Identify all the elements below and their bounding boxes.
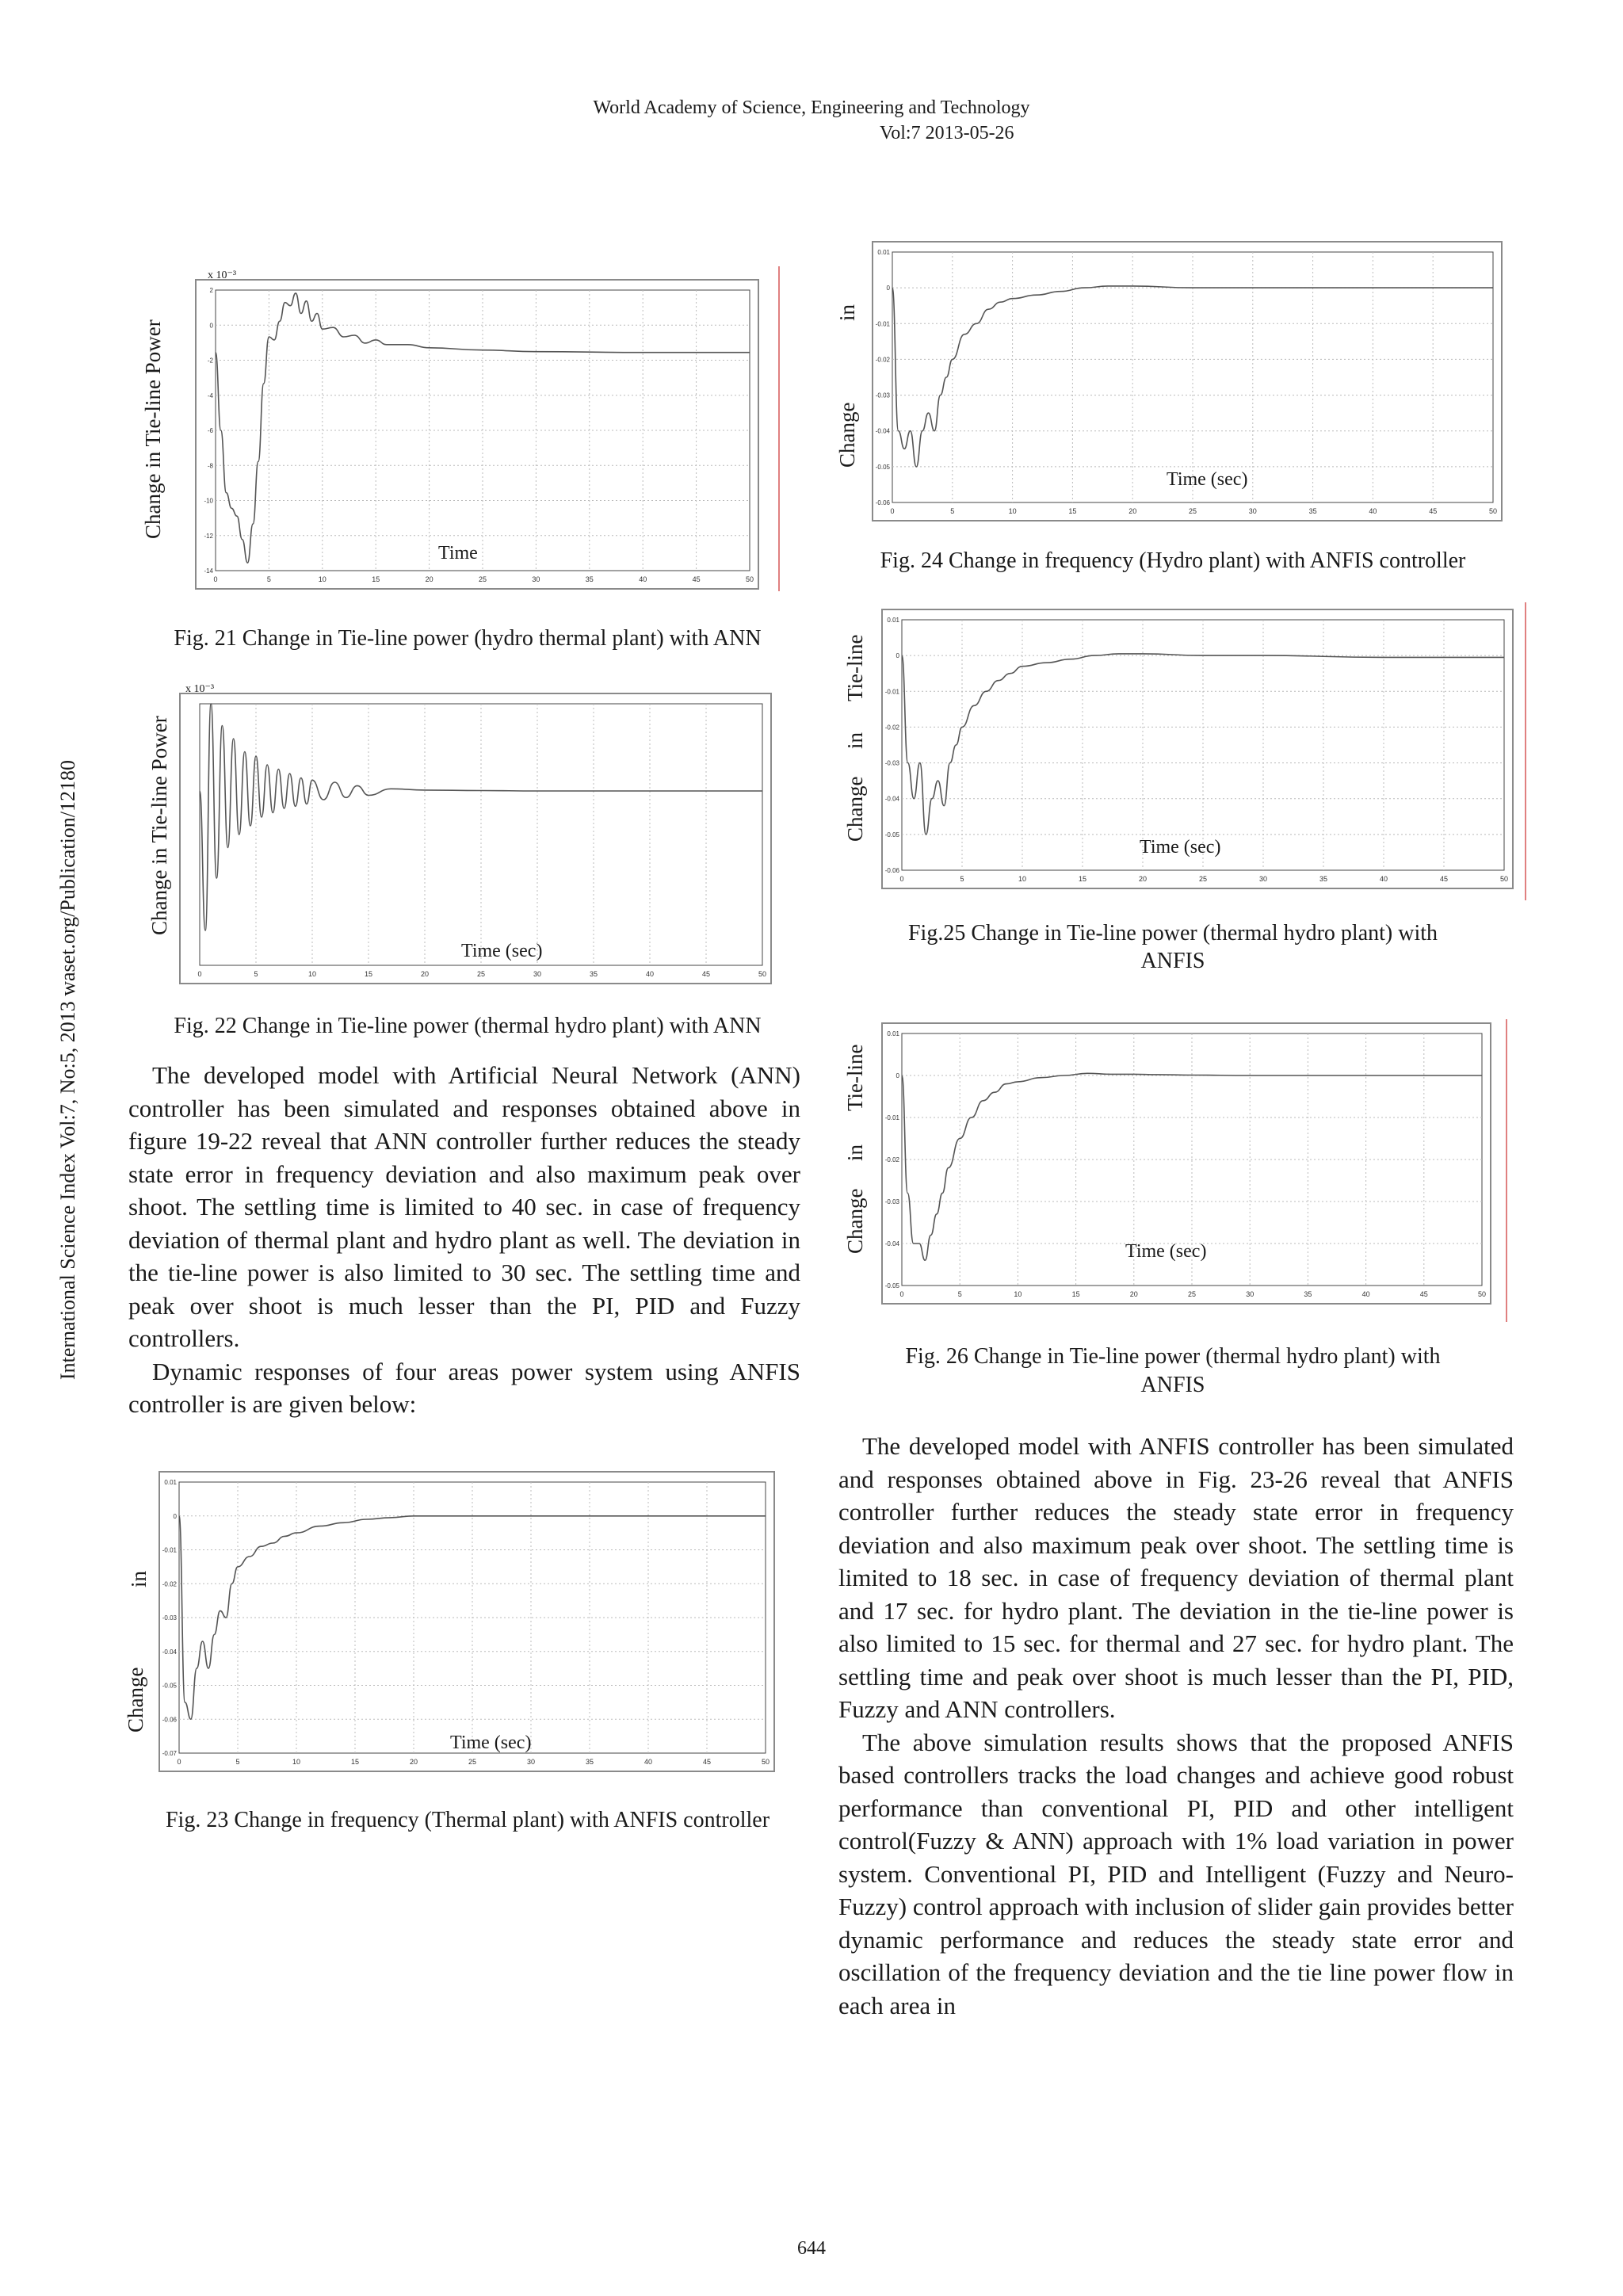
figure-21-ytick: -6 xyxy=(207,427,213,434)
figure-23-ytick: 0 xyxy=(173,1512,177,1520)
figure-22-xtick: 25 xyxy=(476,970,486,978)
figure-25-caption-line2: ANFIS xyxy=(1140,949,1205,973)
figure-25-ylabel-in: in xyxy=(843,732,867,749)
figure-21-xtick: 25 xyxy=(478,575,487,583)
journal-title: World Academy of Science, Engineering and Technology xyxy=(593,97,1030,118)
figure-26-xtick: 15 xyxy=(1071,1290,1080,1298)
figure-25-ytick: 0 xyxy=(896,652,899,660)
figure-25-ytick: -0.03 xyxy=(884,759,899,767)
figure-22-xtick: 45 xyxy=(701,970,711,978)
figure-26-ylabel-tieline: Tie-line xyxy=(843,1044,867,1111)
figure-23-xtick: 35 xyxy=(585,1758,594,1766)
figure-23-ytick: -0.05 xyxy=(162,1682,177,1690)
figure-24-ytick: 0 xyxy=(886,285,890,292)
figure-26-xtick: 0 xyxy=(899,1290,904,1298)
figure-26-ytick: -0.03 xyxy=(884,1198,899,1205)
figure-24-ytick: -0.04 xyxy=(875,427,890,435)
figure-25-xtick: 40 xyxy=(1379,875,1388,883)
figure-25-ytick: 0.01 xyxy=(887,617,899,624)
figure-22-xtick: 20 xyxy=(420,970,430,978)
page-number: 644 xyxy=(797,2238,826,2259)
figure-21-ytick: -10 xyxy=(204,497,213,505)
figure-24-xtick: 10 xyxy=(1008,507,1017,515)
figure-22-xtick: 10 xyxy=(307,970,317,978)
figure-26-caption-line2: ANFIS xyxy=(1140,1373,1205,1397)
figure-26-xtick: 40 xyxy=(1361,1290,1370,1298)
figure-26-ytick: 0 xyxy=(896,1072,899,1079)
figure-21-svg xyxy=(197,281,758,588)
figure-23-xtick: 10 xyxy=(292,1758,301,1766)
figure-21-xtick: 30 xyxy=(532,575,540,583)
figure-25-xtick: 35 xyxy=(1319,875,1328,883)
figure-25-caption-line1: Fig.25 Change in Tie-line power (thermal hydro plant) with xyxy=(907,921,1438,946)
figure-24-xtick: 25 xyxy=(1188,507,1197,515)
figure-21-xtick: 45 xyxy=(692,575,701,583)
figure-21-xtick: 0 xyxy=(213,575,218,583)
figure-25-xtick: 45 xyxy=(1439,875,1449,883)
figure-24-xtick: 45 xyxy=(1429,507,1438,515)
figure-23-xtick: 0 xyxy=(177,1758,181,1766)
figure-23-xtick: 40 xyxy=(643,1758,653,1766)
figure-22-series-line xyxy=(200,704,762,930)
figure-22-xtick: 50 xyxy=(758,970,767,978)
figure-22-ylabel: Change in Tie-line Power xyxy=(147,716,171,935)
figure-23-ytick: -0.07 xyxy=(162,1750,177,1757)
figure-26-ytick: -0.05 xyxy=(884,1282,899,1289)
figure-22-xlabel: Time (sec) xyxy=(461,941,543,961)
figure-26-xlabel: Time (sec) xyxy=(1125,1241,1207,1262)
figure-21-ytick: -4 xyxy=(207,392,213,399)
figure-26-xtick: 20 xyxy=(1129,1290,1138,1298)
figure-24-xlabel: Time (sec) xyxy=(1167,469,1248,490)
figure-25-ytick: -0.06 xyxy=(884,867,899,874)
figure-23-ylabel-in: in xyxy=(127,1570,151,1587)
figure-26-ytick: -0.01 xyxy=(884,1114,899,1121)
figure-26-xtick: 5 xyxy=(957,1290,962,1298)
figure-21-ytick: -2 xyxy=(207,357,213,365)
figure-25-xlabel: Time (sec) xyxy=(1140,837,1221,858)
figure-23-xtick: 15 xyxy=(350,1758,360,1766)
figure-22-xtick: 30 xyxy=(533,970,542,978)
figure-25-xtick: 15 xyxy=(1078,875,1087,883)
figure-24-ytick: -0.01 xyxy=(875,320,890,328)
figure-24-ytick: -0.05 xyxy=(875,463,890,471)
figure-23-ytick: 0.01 xyxy=(164,1479,177,1486)
figure-25-ylabel-change: Change xyxy=(843,776,867,842)
journal-volume: Vol:7 2013-05-26 xyxy=(880,123,1014,143)
figure-21-xtick: 5 xyxy=(266,575,271,583)
figure-24-ytick: -0.02 xyxy=(875,356,890,364)
figure-24-axes xyxy=(892,252,1493,502)
figure-23-xlabel: Time (sec) xyxy=(450,1733,532,1753)
figure-24-xtick: 20 xyxy=(1128,507,1137,515)
figure-22-exponent: x 10⁻³ xyxy=(185,683,215,695)
figure-23-caption: Fig. 23 Change in frequency (Thermal plant) with ANFIS controller xyxy=(165,1808,770,1832)
figure-23-xtick: 20 xyxy=(409,1758,418,1766)
figure-26-xtick: 35 xyxy=(1304,1290,1312,1298)
figure-23-ylabel-change: Change xyxy=(124,1667,147,1733)
figure-26-xtick: 50 xyxy=(1477,1290,1487,1298)
figure-24-xtick: 0 xyxy=(890,507,895,515)
figure-21-xtick: 50 xyxy=(745,575,754,583)
left-body xyxy=(128,1059,800,1421)
figure-23-ytick: -0.02 xyxy=(162,1580,177,1588)
figure-25-ytick: -0.01 xyxy=(884,688,899,696)
figure-26-xtick: 10 xyxy=(1014,1290,1022,1298)
figure-23-xtick: 25 xyxy=(468,1758,477,1766)
figure-24-xtick: 5 xyxy=(950,507,955,515)
figure-22-xtick: 0 xyxy=(197,970,202,978)
figure-23-ytick: -0.04 xyxy=(162,1648,177,1656)
figure-26-caption-line1: Fig. 26 Change in Tie-line power (thermal hydro plant) with xyxy=(905,1344,1441,1369)
figure-23-ytick: -0.06 xyxy=(162,1716,177,1724)
figure-23-ytick: -0.01 xyxy=(162,1546,177,1554)
figure-22-caption: Fig. 22 Change in Tie-line power (thermal hydro plant) with ANN xyxy=(174,1014,762,1038)
figure-24-xtick: 40 xyxy=(1369,507,1377,515)
figure-23-svg xyxy=(160,1473,773,1771)
figure-21-ytick: 0 xyxy=(209,322,213,330)
figure-21-ytick: -12 xyxy=(204,532,213,540)
figure-22-xtick: 35 xyxy=(589,970,598,978)
figure-24-xtick: 50 xyxy=(1488,507,1498,515)
figure-21-xtick: 10 xyxy=(318,575,327,583)
figure-22-xtick: 5 xyxy=(254,970,258,978)
right-paragraph-2: The above simulation results shows that the proposed ANFIS based controllers tracks the load changes and achieve good robust performance than conventional PI, PID and other intelligent control(Fuzzy & ANN) approach with 1% load variation in power system. Conventional PI, PID and Intelligent (Fuzzy and Neuro-Fuzzy) control approach with inclusion of slider gain provides better dynamic performance and reduces the steady state error and oscillation of the frequency deviation and the tie line power flow in each area in xyxy=(838,1728,1514,2019)
figure-25-xtick: 5 xyxy=(960,875,964,883)
figure-26-ytick: -0.04 xyxy=(884,1240,899,1247)
figure-25-xtick: 50 xyxy=(1499,875,1509,883)
side-citation: International Science Index Vol:7, No:5, 2013 waset.org/Publication/12180 xyxy=(56,759,79,1381)
figure-25-edge xyxy=(1525,602,1526,900)
figure-25-ytick: -0.04 xyxy=(884,795,899,803)
figure-21-caption: Fig. 21 Change in Tie-line power (hydro thermal plant) with ANN xyxy=(174,626,762,651)
figure-21-xtick: 15 xyxy=(372,575,380,583)
figure-26-xtick: 45 xyxy=(1419,1290,1428,1298)
figure-21-xlabel: Time xyxy=(438,543,478,563)
figure-24-xtick: 30 xyxy=(1248,507,1257,515)
figure-26-edge xyxy=(1506,1019,1507,1322)
figure-24-ylabel-change: Change xyxy=(835,402,859,468)
figure-24-xtick: 15 xyxy=(1068,507,1077,515)
figure-25-xtick: 20 xyxy=(1138,875,1148,883)
figure-23-xtick: 5 xyxy=(235,1758,240,1766)
figure-26-ylabel-in: in xyxy=(843,1144,867,1161)
figure-26-ytick: 0.01 xyxy=(887,1030,899,1037)
figure-21-exponent: x 10⁻³ xyxy=(208,269,237,281)
figure-25-xtick: 25 xyxy=(1198,875,1208,883)
figure-21-xtick: 35 xyxy=(585,575,594,583)
figure-24-ytick: 0.01 xyxy=(877,249,890,256)
left-paragraph-2: Dynamic responses of four areas power system using ANFIS controller is are given below: xyxy=(128,1357,800,1418)
figure-23-xtick: 30 xyxy=(526,1758,536,1766)
figure-26-xtick: 30 xyxy=(1246,1290,1254,1298)
figure-23-xtick: 50 xyxy=(761,1758,770,1766)
figure-21-series-line xyxy=(216,293,750,563)
figure-25-xtick: 0 xyxy=(899,875,904,883)
figure-26-ytick: -0.02 xyxy=(884,1156,899,1163)
figure-24-ytick: -0.06 xyxy=(875,499,890,506)
right-paragraph-1: The developed model with ANFIS controller has been simulated and responses obtained above in Fig. 23-26 reveal that ANFIS controller further reduces the steady state error in frequency deviation and also maximum peak over shoot. The settling time is limited to 18 sec. in case of frequency deviation of thermal plant and 17 sec. for hydro plant. The deviation in the tie-line power is also limited to 15 sec. for thermal and 27 sec. for hydro plant. The settling time and peak over shoot is much lesser than the PI, PID, Fuzzy and ANN controllers. xyxy=(838,1432,1514,1723)
figure-24-xtick: 35 xyxy=(1308,507,1317,515)
figure-21-ytick: 2 xyxy=(209,287,213,294)
right-body xyxy=(838,1430,1514,2022)
figure-22-xtick: 40 xyxy=(645,970,655,978)
figure-22-svg xyxy=(181,694,770,983)
figure-23-plot xyxy=(158,1471,775,1772)
figure-24-ylabel-in: in xyxy=(835,304,859,321)
figure-25-ytick: -0.02 xyxy=(884,724,899,732)
figure-21-edge xyxy=(778,266,780,591)
figure-24-ytick: -0.03 xyxy=(875,392,890,399)
left-paragraph-1: The developed model with Artificial Neural Network (ANN) controller has been simulated and responses obtained above in figure 19-22 reveal that ANN controller further reduces the steady state error in frequency deviation and also maximum peak over shoot. The settling time is limited to 40 sec. in case of frequency deviation of thermal plant and hydro plant as well. The deviation in the tie-line power is also limited to 30 sec. The settling time and peak over shoot is much lesser than the PI, PID and Fuzzy controllers. xyxy=(128,1061,800,1352)
figure-25-xtick: 30 xyxy=(1258,875,1268,883)
figure-22-xtick: 15 xyxy=(364,970,373,978)
figure-25-xtick: 10 xyxy=(1018,875,1027,883)
figure-21-ylabel: Change in Tie-line Power xyxy=(141,319,165,539)
figure-21-ytick: -14 xyxy=(204,567,213,575)
figure-21-xtick: 20 xyxy=(425,575,433,583)
figure-21-ytick: -8 xyxy=(207,462,213,470)
figure-23-ytick: -0.03 xyxy=(162,1614,177,1622)
figure-24-caption: Fig. 24 Change in frequency (Hydro plant) with ANFIS controller xyxy=(880,548,1466,573)
figure-25-ylabel-tieline: Tie-line xyxy=(843,634,867,701)
figure-26-ylabel-change: Change xyxy=(843,1188,867,1254)
figure-23-xtick: 45 xyxy=(702,1758,712,1766)
figure-21-xtick: 40 xyxy=(639,575,647,583)
figure-26-xtick: 25 xyxy=(1187,1290,1197,1298)
figure-25-ytick: -0.05 xyxy=(884,831,899,839)
